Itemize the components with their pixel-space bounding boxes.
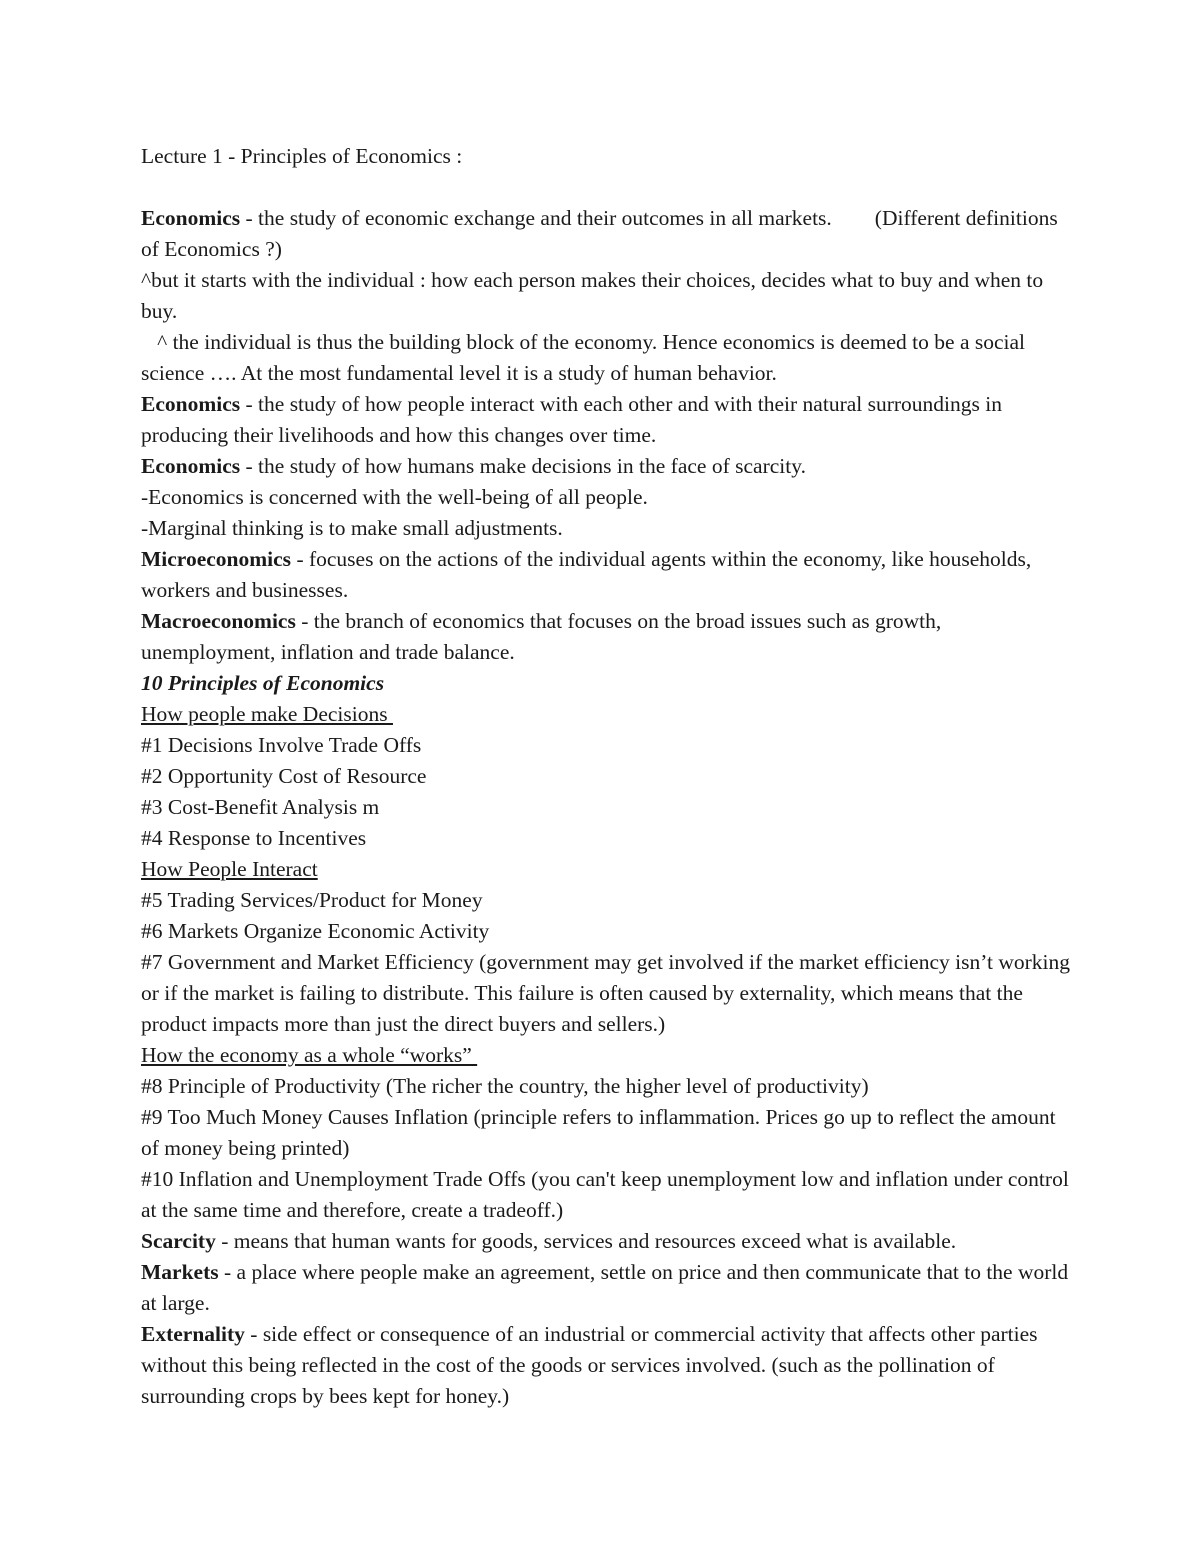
document-page xyxy=(141,141,1076,1412)
definition-paragraph xyxy=(141,389,1071,451)
definition-term: Externality xyxy=(141,1322,245,1346)
definition-term: Microeconomics xyxy=(141,547,292,571)
section-heading: How People Interact xyxy=(141,857,318,881)
definition-paragraph xyxy=(141,544,1071,606)
definition-text: - the study of how people interact with each other and with their natural surroundings in producing their livelihoods and how this changes over time. xyxy=(141,392,1008,447)
definition-text: - side effect or consequence of an industrial or commercial activity that affects other parties without this being reflected in the cost of the goods or services involved. (such as the pollination of surrounding crops by bees kept for honey.) xyxy=(141,1322,1043,1408)
definition-text: - the study of economic exchange and their outcomes in all markets. (Different definitions of Economics ?) xyxy=(141,206,1064,261)
note-paragraph: -Economics is concerned with the well-being of all people. xyxy=(141,485,648,509)
section-heading: How people make Decisions xyxy=(141,702,393,726)
principle-item: #6 Markets Organize Economic Activity xyxy=(141,919,490,943)
definition-term: Macroeconomics xyxy=(141,609,296,633)
section-heading: How the economy as a whole “works” xyxy=(141,1043,478,1067)
principle-item: #7 Government and Market Efficiency (government may get involved if the market efficiency isn’t working or if the market is failing to distribute. This failure is often caused by externality, which means that the product impacts more than just the direct buyers and sellers.) xyxy=(141,950,1076,1036)
definition-paragraph xyxy=(141,1226,1071,1257)
principle-item: #9 Too Much Money Causes Inflation (principle refers to inflammation. Prices go up to reflect the amount of money being printed) xyxy=(141,1105,1061,1160)
principle-item: #8 Principle of Productivity (The richer the country, the higher level of productivity) xyxy=(141,1074,869,1098)
definition-text: - means that human wants for goods, services and resources exceed what is available. xyxy=(215,1229,957,1253)
definition-text: - a place where people make an agreement, settle on price and then communicate that to the world at large. xyxy=(141,1260,1074,1315)
principles-heading: 10 Principles of Economics xyxy=(141,671,385,695)
note-paragraph: -Marginal thinking is to make small adjustments. xyxy=(141,516,563,540)
principle-item: #5 Trading Services/Product for Money xyxy=(141,888,483,912)
definition-text: - the branch of economics that focuses on the broad issues such as growth, unemployment, inflation and trade balance. xyxy=(141,609,947,664)
principle-item: #10 Inflation and Unemployment Trade Offs (you can't keep unemployment low and inflation under control at the same time and therefore, create a tradeoff.) xyxy=(141,1167,1075,1222)
definition-term: Economics xyxy=(141,392,241,416)
definition-term: Economics xyxy=(141,454,241,478)
definition-paragraph xyxy=(141,1257,1074,1319)
document-title: Lecture 1 - Principles of Economics : xyxy=(141,144,463,168)
definition-paragraph xyxy=(141,1319,1071,1412)
definition-text: - the study of how humans make decisions in the face of scarcity. xyxy=(240,454,806,478)
definition-text: - focuses on the actions of the individual agents within the economy, like households, workers and businesses. xyxy=(141,547,1037,602)
principle-item: #1 Decisions Involve Trade Offs xyxy=(141,733,422,757)
definition-paragraph xyxy=(141,606,1071,668)
definition-term: Economics xyxy=(141,206,241,230)
definition-paragraph xyxy=(141,451,1071,482)
definition-paragraph xyxy=(141,203,1071,265)
note-paragraph: ^ the individual is thus the building block of the economy. Hence economics is deemed to be a social science …. At the most fundamental level it is a study of human behavior. xyxy=(141,330,1031,385)
principle-item: #2 Opportunity Cost of Resource xyxy=(141,764,427,788)
note-paragraph: ^but it starts with the individual : how each person makes their choices, decides what to buy and when to buy. xyxy=(141,268,1049,323)
principle-item: #4 Response to Incentives xyxy=(141,826,367,850)
definition-term: Scarcity xyxy=(141,1229,216,1253)
principle-item: #3 Cost-Benefit Analysis m xyxy=(141,795,380,819)
definition-term: Markets xyxy=(141,1260,219,1284)
